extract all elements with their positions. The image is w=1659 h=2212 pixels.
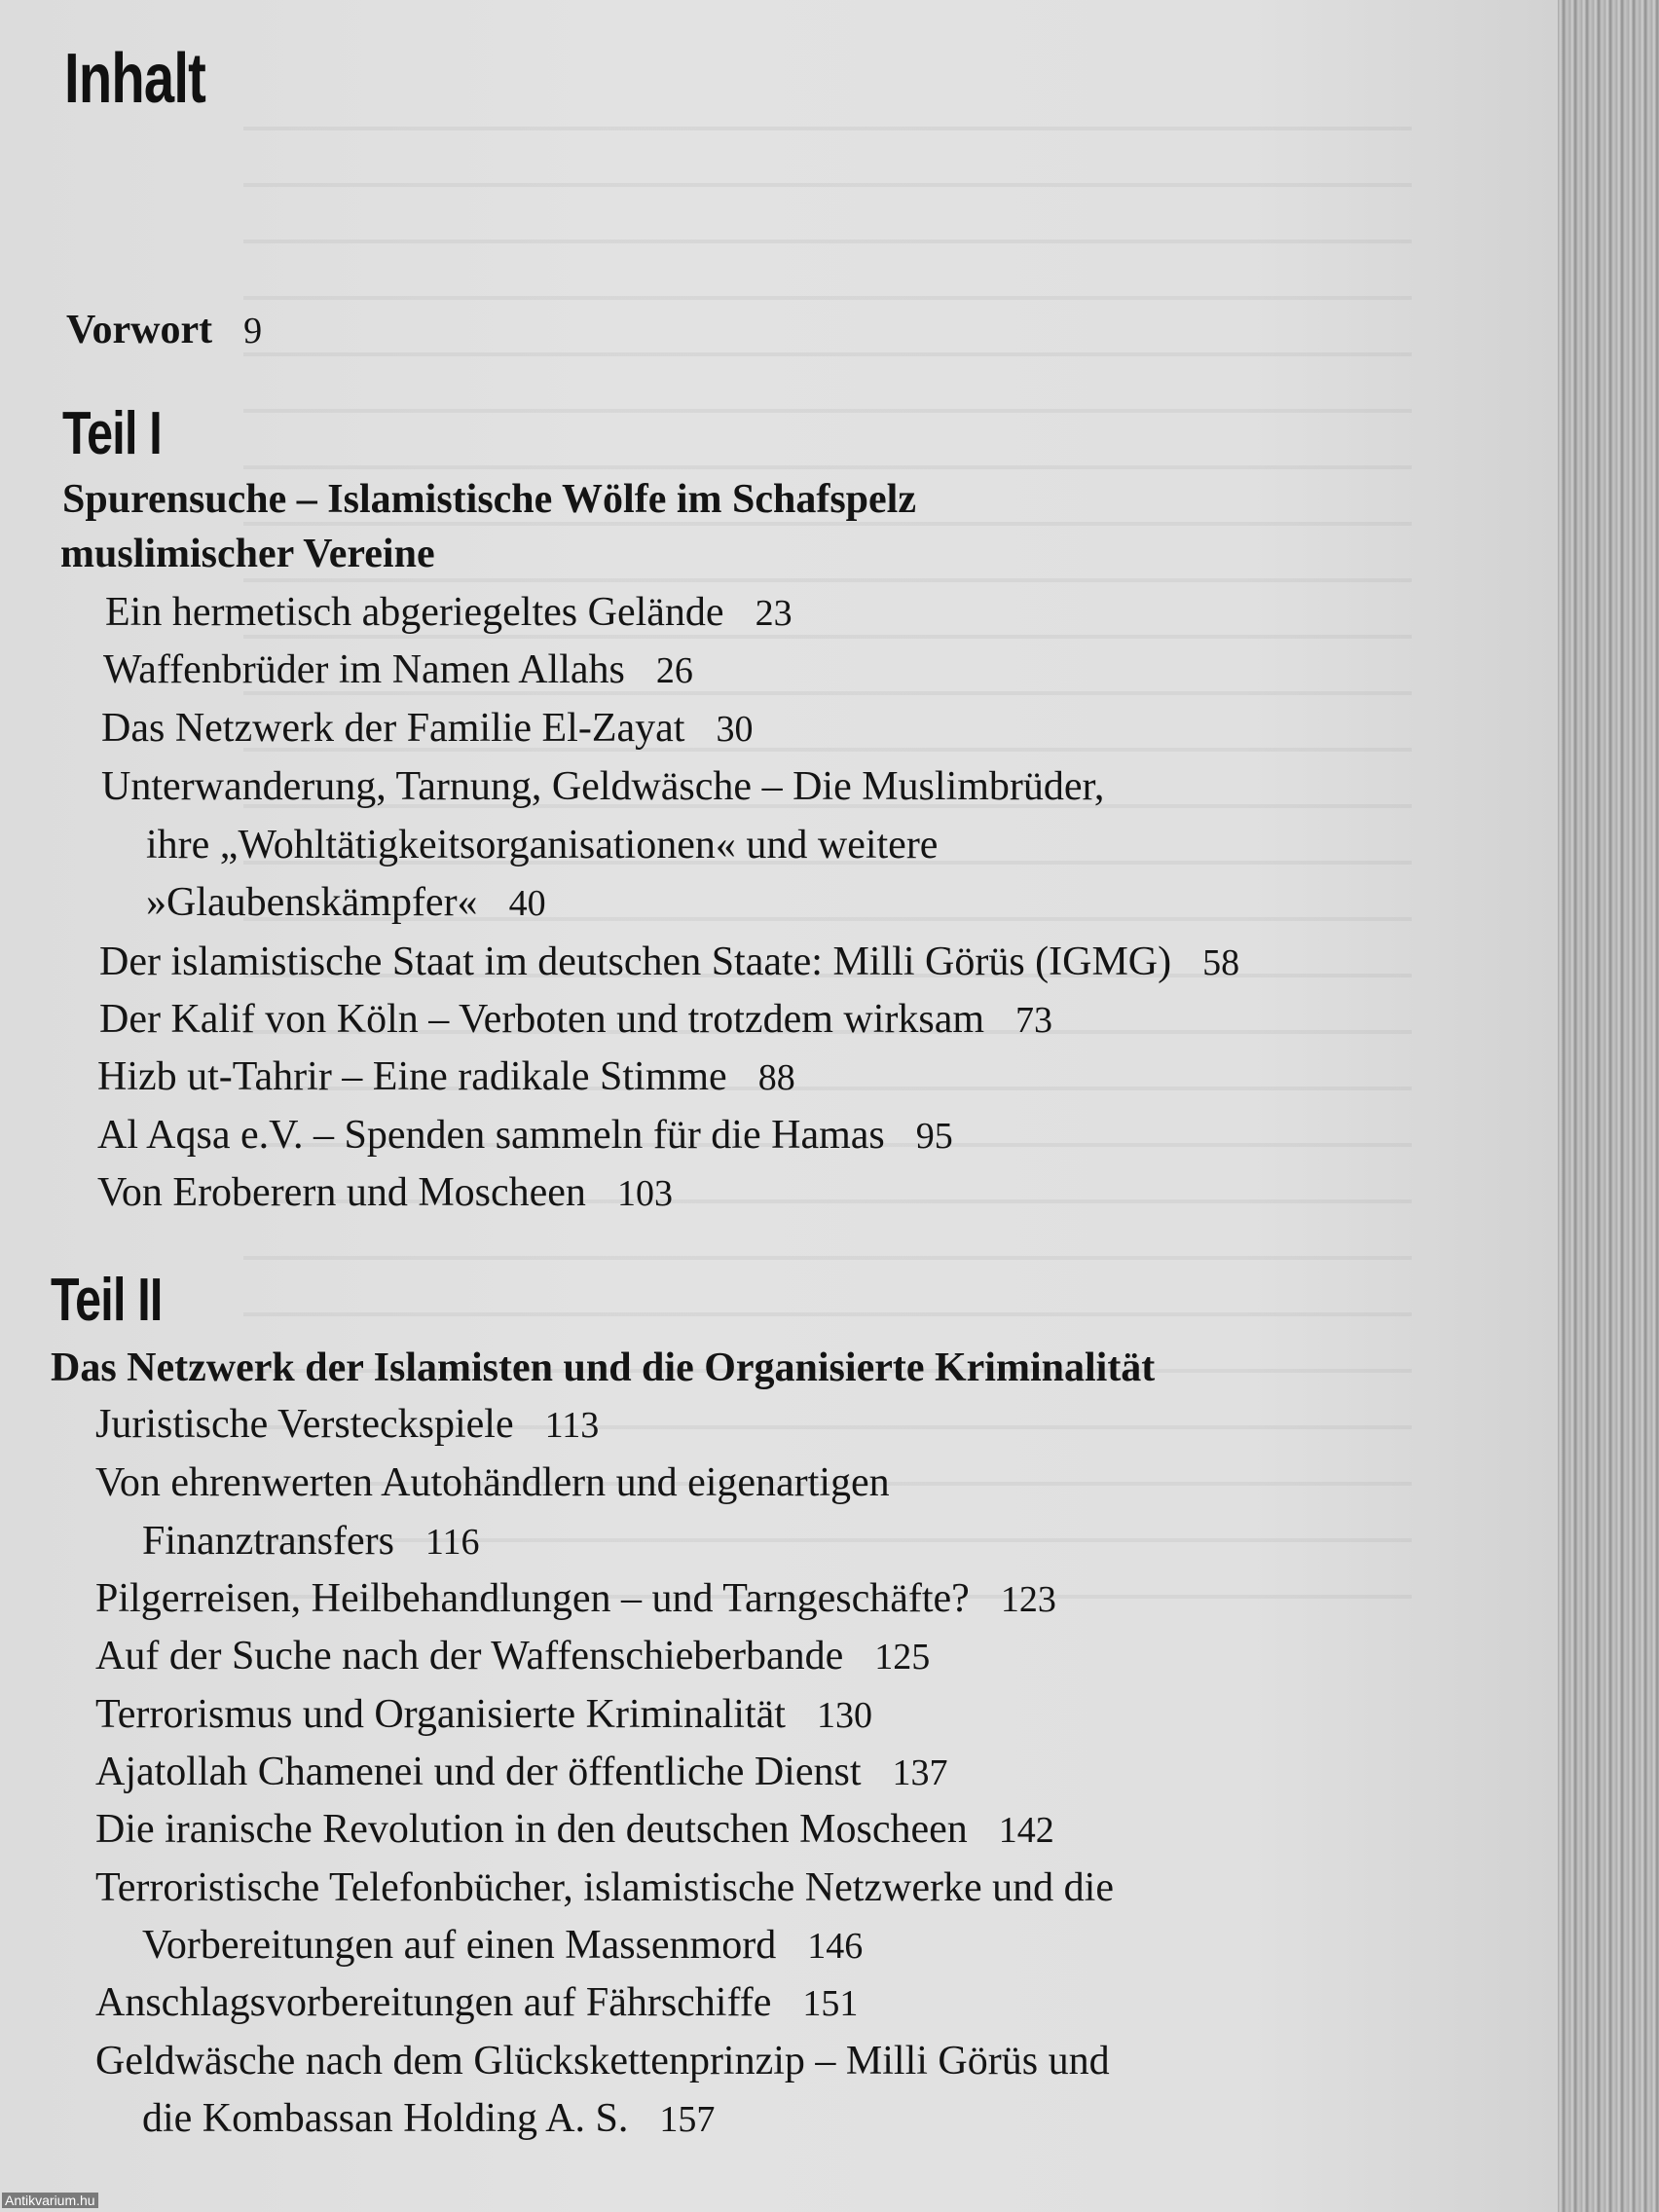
page-title: Inhalt	[64, 40, 206, 118]
toc-entry	[101, 708, 753, 749]
toc-entry-cont	[142, 2098, 715, 2139]
entry-title: Terrorismus und Organisierte Kriminalität	[95, 1692, 786, 1737]
entry-page: 23	[755, 593, 793, 634]
entry-title: Vorbereitungen auf einen Massenmord	[142, 1923, 777, 1968]
toc-entry	[99, 941, 1239, 982]
entry-title: Von Eroberern und Moscheen	[97, 1170, 586, 1215]
toc-entry	[95, 1578, 1056, 1619]
part-subtitle: Spurensuche – Islamistische Wölfe im Schafspelz	[62, 477, 916, 522]
toc-entry	[97, 1056, 795, 1097]
entry-page: 9	[243, 311, 263, 351]
entry-page: 26	[655, 650, 693, 691]
page-edge-stack	[1558, 0, 1659, 2212]
entry-title: Der Kalif von Köln – Verboten und trotzdem wirksam	[99, 997, 985, 1042]
entry-page: 130	[816, 1695, 872, 1736]
entry-page: 40	[508, 883, 546, 924]
toc-entry	[97, 1115, 953, 1156]
entry-title: Vorwort	[66, 308, 213, 352]
toc-entry-cont: ihre „Wohltätigkeitsorganisationen« und weitere	[146, 823, 939, 867]
watermark: Antikvarium.hu	[2, 2193, 98, 2208]
entry-page: 125	[874, 1637, 931, 1677]
toc-entry	[105, 592, 793, 633]
part-subtitle-cont: muslimischer Vereine	[60, 532, 435, 576]
toc-entry	[95, 1404, 599, 1445]
entry-title: Das Netzwerk der Familie El-Zayat	[101, 706, 685, 751]
entry-page: 116	[424, 1522, 480, 1563]
toc-entry	[99, 999, 1052, 1040]
toc-entry-cont	[142, 1925, 863, 1966]
entry-page: 88	[757, 1057, 795, 1098]
toc-entry	[95, 1694, 872, 1735]
entry-title: Der islamistische Staat im deutschen Staate: Milli Görüs (IGMG)	[99, 940, 1172, 984]
entry-title: Ajatollah Chamenei und der öffentliche Dienst	[95, 1750, 862, 1794]
toc-entry: Unterwanderung, Tarnung, Geldwäsche – Die Muslimbrüder,	[101, 764, 1105, 809]
entry-title: Anschlagsvorbereitungen auf Fährschiffe	[95, 1980, 772, 2025]
entry-page: 113	[544, 1405, 600, 1446]
toc-entry: Terroristische Telefonbücher, islamistische Netzwerke und die	[95, 1865, 1114, 1910]
part-subtitle: Das Netzwerk der Islamisten und die Organisierte Kriminalität	[51, 1346, 1156, 1390]
entry-page: 95	[915, 1116, 953, 1157]
entry-title: Waffenbrüder im Namen Allahs	[103, 647, 625, 692]
toc-entry-cont	[146, 882, 546, 923]
entry-page: 142	[998, 1810, 1054, 1851]
entry-page: 58	[1202, 942, 1240, 983]
toc-entry	[95, 1809, 1054, 1850]
entry-title: Die iranische Revolution in den deutschen Moscheen	[95, 1807, 968, 1852]
entry-title: »Glaubenskämpfer«	[146, 880, 478, 925]
toc-entry: Von ehrenwerten Autohändlern und eigenartigen	[95, 1460, 890, 1505]
entry-title: Auf der Suche nach der Waffenschieberbande	[95, 1634, 844, 1678]
entry-page: 73	[1015, 1000, 1053, 1041]
toc-entry: Geldwäsche nach dem Glückskettenprinzip – Milli Görüs und	[95, 2039, 1110, 2083]
entry-title: Juristische Versteckspiele	[95, 1402, 514, 1447]
entry-page: 157	[659, 2099, 716, 2140]
toc-entry	[95, 1751, 948, 1792]
entry-page: 146	[807, 1926, 864, 1967]
entry-page: 137	[892, 1752, 948, 1793]
entry-page: 30	[716, 709, 754, 750]
toc-entry	[103, 649, 693, 690]
toc-entry	[95, 1982, 858, 2023]
entry-title: Pilgerreisen, Heilbehandlungen – und Tarngeschäfte?	[95, 1576, 970, 1621]
entry-title: die Kombassan Holding A. S.	[142, 2096, 629, 2141]
entry-title: Ein hermetisch abgeriegeltes Gelände	[105, 590, 724, 635]
part-heading-teil-1: Teil I	[62, 400, 162, 467]
entry-title: Finanztransfers	[142, 1519, 394, 1564]
entry-page: 151	[802, 1983, 859, 2024]
entry-page: 123	[1000, 1579, 1056, 1620]
entry-title: Al Aqsa e.V. – Spenden sammeln für die Hamas	[97, 1113, 885, 1158]
toc-entry	[95, 1636, 930, 1677]
entry-page: 103	[616, 1173, 673, 1214]
entry-title: Hizb ut-Tahrir – Eine radikale Stimme	[97, 1054, 727, 1099]
toc-entry-vorwort	[66, 310, 262, 350]
part-heading-teil-2: Teil II	[51, 1267, 163, 1334]
toc-entry-cont	[142, 1521, 480, 1562]
toc-entry	[97, 1172, 673, 1213]
